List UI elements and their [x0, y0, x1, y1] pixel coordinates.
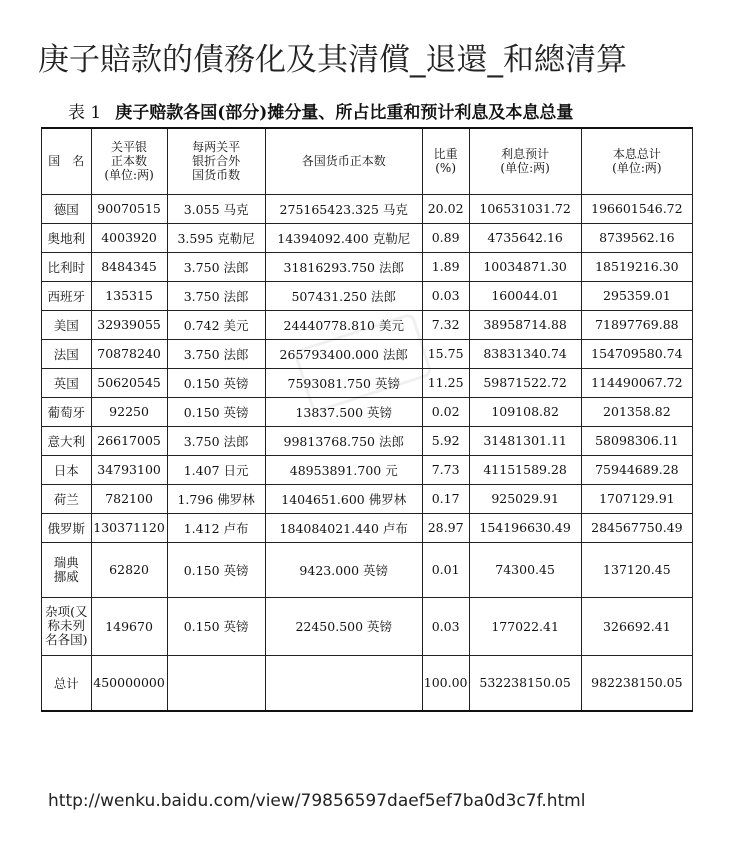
column-header: 本息总计 (单位:两)	[581, 128, 692, 194]
indemnity-table	[41, 127, 693, 712]
country-cell: 瑞典 挪威	[42, 542, 92, 597]
table-cell: 135315	[91, 281, 167, 310]
table-cell: 58098306.11	[581, 426, 692, 455]
table-cell: 0.150 英镑	[167, 368, 265, 397]
table-cell: 71897769.88	[581, 310, 692, 339]
table-cell: 10034871.30	[469, 252, 581, 281]
table-cell: 114490067.72	[581, 368, 692, 397]
table-cell: 326692.41	[581, 597, 692, 655]
table-cell: 9423.000 英镑	[265, 542, 422, 597]
table-cell: 1.89	[422, 252, 469, 281]
country-cell: 英国	[42, 368, 92, 397]
table-caption-number: 表 1	[68, 103, 102, 123]
table-cell: 1.407 日元	[167, 455, 265, 484]
column-header: 关平银 正本数 (单位:两)	[91, 128, 167, 194]
table-cell: 62820	[91, 542, 167, 597]
table-cell: 8484345	[91, 252, 167, 281]
table-cell: 8739562.16	[581, 223, 692, 252]
table-cell: 48953891.700 元	[265, 455, 422, 484]
table-cell: 34793100	[91, 455, 167, 484]
table-row	[42, 542, 693, 597]
table-cell: 507431.250 法郎	[265, 281, 422, 310]
table-row	[42, 194, 693, 223]
table-cell: 1707129.91	[581, 484, 692, 513]
table-cell: 0.02	[422, 397, 469, 426]
table-cell: 0.742 美元	[167, 310, 265, 339]
table-caption	[68, 98, 573, 123]
table-cell: 74300.45	[469, 542, 581, 597]
total-row	[42, 655, 693, 711]
table-cell	[167, 655, 265, 711]
table-cell: 925029.91	[469, 484, 581, 513]
table-row	[42, 426, 693, 455]
table-cell: 3.055 马克	[167, 194, 265, 223]
table-row	[42, 281, 693, 310]
country-cell: 德国	[42, 194, 92, 223]
table-cell: 3.750 法郎	[167, 252, 265, 281]
table-cell: 1.796 佛罗林	[167, 484, 265, 513]
table-cell: 1404651.600 佛罗林	[265, 484, 422, 513]
table-cell: 7593081.750 英镑	[265, 368, 422, 397]
table-cell: 532238150.05	[469, 655, 581, 711]
table-cell: 38958714.88	[469, 310, 581, 339]
country-cell: 意大利	[42, 426, 92, 455]
table-cell: 83831340.74	[469, 339, 581, 368]
table-cell: 31816293.750 法郎	[265, 252, 422, 281]
column-header: 各国货币正本数	[265, 128, 422, 194]
column-header: 比重 (%)	[422, 128, 469, 194]
table-cell: 7.73	[422, 455, 469, 484]
table-cell: 154709580.74	[581, 339, 692, 368]
page-title: 庚子賠款的債務化及其清償_退還_和總清算	[38, 42, 627, 78]
column-header: 国 名	[42, 128, 92, 194]
country-cell: 日本	[42, 455, 92, 484]
table-cell: 50620545	[91, 368, 167, 397]
country-cell: 比利时	[42, 252, 92, 281]
table-cell: 41151589.28	[469, 455, 581, 484]
table-cell: 31481301.11	[469, 426, 581, 455]
column-header: 利息预计 (单位:两)	[469, 128, 581, 194]
country-cell: 葡萄牙	[42, 397, 92, 426]
table-body	[42, 194, 693, 711]
country-cell: 法国	[42, 339, 92, 368]
table-cell: 0.03	[422, 281, 469, 310]
table-cell: 295359.01	[581, 281, 692, 310]
table-cell: 0.89	[422, 223, 469, 252]
table-cell: 3.750 法郎	[167, 426, 265, 455]
table-row	[42, 484, 693, 513]
source-url: http://wenku.baidu.com/view/79856597daef5ef7ba0d3c7f.html	[48, 791, 586, 811]
table-cell: 130371120	[91, 513, 167, 542]
table-cell: 109108.82	[469, 397, 581, 426]
table-cell: 70878240	[91, 339, 167, 368]
table-cell: 15.75	[422, 339, 469, 368]
table-cell: 24440778.810 美元	[265, 310, 422, 339]
table-cell: 20.02	[422, 194, 469, 223]
table-cell: 22450.500 英镑	[265, 597, 422, 655]
country-cell: 美国	[42, 310, 92, 339]
table-cell: 75944689.28	[581, 455, 692, 484]
table-cell: 160044.01	[469, 281, 581, 310]
table-cell: 3.750 法郎	[167, 339, 265, 368]
table-cell: 0.03	[422, 597, 469, 655]
table-cell	[265, 655, 422, 711]
country-cell: 俄罗斯	[42, 513, 92, 542]
table-row	[42, 397, 693, 426]
country-cell: 奥地利	[42, 223, 92, 252]
table-cell: 450000000	[91, 655, 167, 711]
table-cell: 3.750 法郎	[167, 281, 265, 310]
table-cell: 13837.500 英镑	[265, 397, 422, 426]
table-cell: 26617005	[91, 426, 167, 455]
table-cell: 275165423.325 马克	[265, 194, 422, 223]
table-cell: 982238150.05	[581, 655, 692, 711]
table-cell: 0.150 英镑	[167, 397, 265, 426]
table-cell: 265793400.000 法郎	[265, 339, 422, 368]
table-row	[42, 597, 693, 655]
table-cell: 28.97	[422, 513, 469, 542]
table-row	[42, 339, 693, 368]
table-cell: 7.32	[422, 310, 469, 339]
country-cell: 总计	[42, 655, 92, 711]
column-header: 每两关平 银折合外 国货币数	[167, 128, 265, 194]
table-row	[42, 455, 693, 484]
table-row	[42, 252, 693, 281]
table-row	[42, 513, 693, 542]
table-cell: 0.150 英镑	[167, 597, 265, 655]
table-cell: 0.01	[422, 542, 469, 597]
table-cell: 149670	[91, 597, 167, 655]
table-caption-text: 庚子赔款各国(部分)摊分量、所占比重和预计利息及本息总量	[115, 103, 574, 123]
country-cell: 杂项(又 称未列 名各国)	[42, 597, 92, 655]
cropped-text-line	[42, 84, 692, 93]
table-cell: 14394092.400 克勒尼	[265, 223, 422, 252]
table-cell: 1.412 卢布	[167, 513, 265, 542]
table-cell: 137120.45	[581, 542, 692, 597]
table-cell: 184084021.440 卢布	[265, 513, 422, 542]
table-cell: 18519216.30	[581, 252, 692, 281]
table-cell: 782100	[91, 484, 167, 513]
table-cell: 32939055	[91, 310, 167, 339]
table-row	[42, 368, 693, 397]
table-cell: 100.00	[422, 655, 469, 711]
table-cell: 5.92	[422, 426, 469, 455]
table-cell: 90070515	[91, 194, 167, 223]
table-cell: 0.17	[422, 484, 469, 513]
table-cell: 59871522.72	[469, 368, 581, 397]
table-row	[42, 310, 693, 339]
country-cell: 西班牙	[42, 281, 92, 310]
table-cell: 0.150 英镑	[167, 542, 265, 597]
table-cell: 106531031.72	[469, 194, 581, 223]
table-cell: 99813768.750 法郎	[265, 426, 422, 455]
table-cell: 3.595 克勒尼	[167, 223, 265, 252]
table-cell: 196601546.72	[581, 194, 692, 223]
table-cell: 92250	[91, 397, 167, 426]
table-header	[42, 128, 693, 194]
table-cell: 284567750.49	[581, 513, 692, 542]
table-row	[42, 223, 693, 252]
table-cell: 4003920	[91, 223, 167, 252]
header-row	[42, 128, 693, 194]
table-cell: 4735642.16	[469, 223, 581, 252]
table-cell: 154196630.49	[469, 513, 581, 542]
table-cell: 11.25	[422, 368, 469, 397]
table-cell: 201358.82	[581, 397, 692, 426]
table-cell: 177022.41	[469, 597, 581, 655]
country-cell: 荷兰	[42, 484, 92, 513]
